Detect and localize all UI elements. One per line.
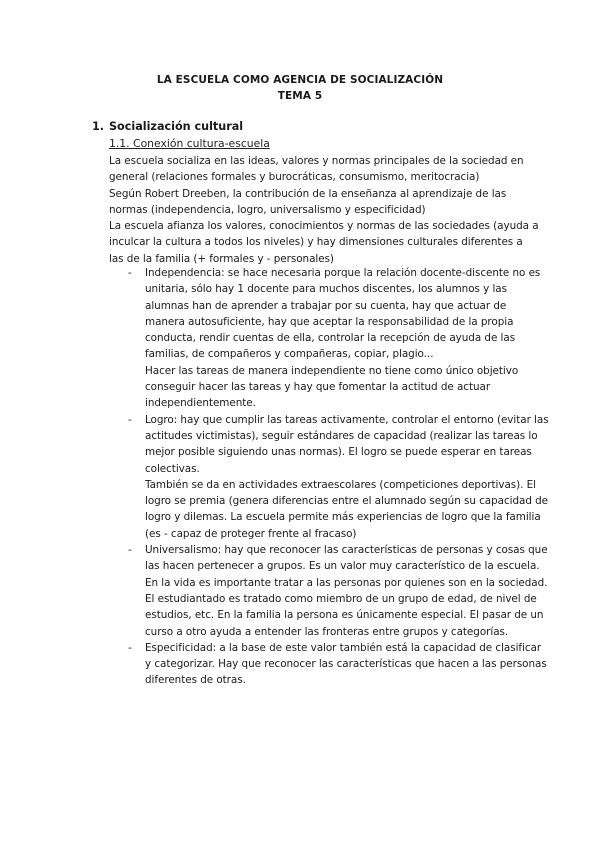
- bullet-item-especificidad: [109, 640, 549, 689]
- bullet-dash: -: [128, 544, 132, 557]
- document-subtitle: TEMA 5: [277, 90, 323, 102]
- subsection-heading: 1.1. Conexión cultura-escuela: [109, 137, 270, 150]
- section-heading-text: Socialización cultural: [109, 120, 244, 133]
- bullet-item-independencia: [109, 265, 549, 412]
- bullet-text: Logro: hay que cumplir las tareas activamente, controlar el entorno (evitar las actitudes victimistas), seguir estándares de capacidad (realizar las tareas lo mejor posible siguiendo unas normas). El logro se puede esperar en tareas colectivas.: [145, 413, 549, 475]
- bullet-item-logro: [109, 412, 549, 542]
- bullet-text: Especificidad: a la base de este valor también está la capacidad de clasificar y categorizar. Hay que reconocer las características que hacen a las personas diferentes de otras.: [145, 641, 547, 687]
- bullet-dash: -: [128, 641, 132, 654]
- intro-paragraphs: [109, 153, 539, 267]
- bullet-item-universalismo: [109, 542, 549, 640]
- paragraph: La escuela afianza los valores, conocimientos y normas de las sociedades (ayuda a inculcar la cultura a todos los niveles) y hay dimensiones culturales diferentes a las de la familia (+ formales y - personales): [109, 220, 539, 265]
- section-number: 1.: [92, 120, 105, 133]
- bullet-dash: -: [128, 413, 132, 426]
- bullet-text: Universalismo: hay que reconocer las características de personas y cosas que las hacen pertenecer a grupos. Es un valor muy característico de la escuela. En la vida es importante tratar a las personas por quienes son en la sociedad. El estudiantado es tratado como miembro de un grupo de edad, de nivel de estudios, etc. En la familia la persona es únicamente especial. El pasar de un curso a otro ayuda a entender las fronteras entre grupos y categorías.: [145, 544, 548, 638]
- paragraph: La escuela socializa en las ideas, valores y normas principales de la sociedad en general (relaciones formales y burocráticas, consumismo, meritocracia): [109, 155, 524, 184]
- bullet-text: Independencia: se hace necesaria porque la relación docente-discente no es unitaria, sólo hay 1 docente para muchos discentes, los alumnos y las alumnas han de aprender a trabajar por su cuenta, hay que actuar de manera autosuficiente, hay que aceptar la responsabilidad de la propia conducta, rendir cuentas de ella, controlar la recepción de ayuda de las familias, de compañeros y compañeras, copiar, plagio...: [145, 267, 541, 361]
- document-title: LA ESCUELA COMO AGENCIA DE SOCIALIZACIÓN: [156, 74, 444, 86]
- bullet-text: Hacer las tareas de manera independiente no tiene como único objetivo conseguir hacer las tareas y hay que fomentar la actitud de actuar independientemente.: [145, 364, 519, 410]
- norms-bullet-list: [109, 265, 549, 689]
- bullet-text: También se da en actividades extraescolares (competiciones deportivas). El logro se premia (genera diferencias entre el alumnado según su capacidad de logro y dilemas. La escuela permite más experiencias de logro que la familia (es - capaz de proteger frente al fracaso): [145, 478, 549, 540]
- section-heading: [92, 120, 243, 133]
- bullet-dash: -: [128, 267, 132, 279]
- paragraph: Según Robert Dreeben, la contribución de la enseñanza al aprendizaje de las normas (independencia, logro, universalismo y especificidad): [109, 187, 507, 216]
